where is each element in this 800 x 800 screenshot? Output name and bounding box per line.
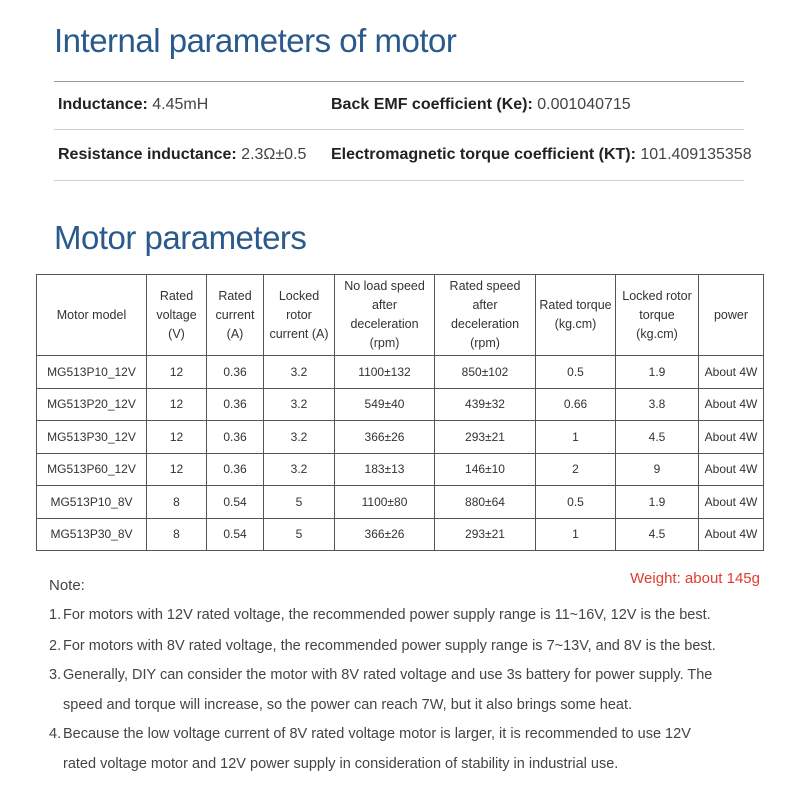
motor-model-cell: MG513P10_8V (37, 486, 147, 519)
weight-note: Weight: about 145g (630, 570, 760, 587)
note-item-1 (49, 600, 711, 630)
table-cell: 3.2 (264, 453, 335, 486)
table-cell: 1.9 (616, 486, 699, 519)
table-cell: 293±21 (435, 421, 536, 454)
note-line: For motors with 12V rated voltage, the recommended power supply range is 11~16V, 12V is the best. (63, 607, 711, 623)
table-row (37, 486, 764, 519)
motor-model-cell: MG513P20_12V (37, 388, 147, 421)
column-header-line: Motor model (56, 307, 127, 322)
table-cell: 0.5 (536, 356, 616, 389)
table-cell: 3.2 (264, 388, 335, 421)
table-cell: 549±40 (335, 388, 435, 421)
table-row (37, 388, 764, 421)
table-cell: 4.5 (616, 518, 699, 551)
table-cell: 0.36 (207, 453, 264, 486)
resistance-param (58, 146, 306, 164)
note-line: speed and torque will increase, so the power can reach 7W, but it also brings some heat. (63, 697, 633, 713)
table-cell: 4.5 (616, 421, 699, 454)
table-cell: 3.2 (264, 421, 335, 454)
table-row (37, 421, 764, 454)
column-header-line: Rated speed (449, 279, 521, 293)
table-cell: 5 (264, 518, 335, 551)
table-cell: 1100±132 (335, 356, 435, 389)
table-cell: 8 (147, 518, 207, 551)
table-cell: 0.36 (207, 356, 264, 389)
column-header-line: (kg.cm) (554, 317, 597, 331)
column-header-line: (V) (168, 326, 185, 341)
column-header-line: Rated (159, 288, 194, 303)
table-cell: About 4W (699, 356, 764, 389)
table-cell: 0.54 (207, 486, 264, 519)
table-cell: 1100±80 (335, 486, 435, 519)
column-header-line: Rated (218, 288, 252, 303)
column-header (37, 275, 147, 356)
table-header-row (37, 275, 764, 356)
table-row (37, 356, 764, 389)
param-value: 2.3Ω±0.5 (236, 146, 307, 163)
table-cell: About 4W (699, 421, 764, 454)
table-cell: 9 (616, 453, 699, 486)
param-label: Electromagnetic torque coefficient (KT): (331, 146, 636, 163)
column-header-line: current (A) (269, 326, 329, 341)
column-header (147, 275, 207, 356)
table-cell: 366±26 (335, 421, 435, 454)
column-header (435, 275, 536, 356)
internal-parameters-title: Internal parameters of motor (54, 22, 457, 59)
table-cell: 12 (147, 421, 207, 454)
table-cell: 8 (147, 486, 207, 519)
column-header (699, 275, 764, 356)
table-cell: 12 (147, 356, 207, 389)
column-header-line: (kg.cm) (636, 326, 678, 341)
column-header-line: after (472, 298, 498, 312)
table-row (37, 453, 764, 486)
table-cell: About 4W (699, 453, 764, 486)
table-cell: 439±32 (435, 388, 536, 421)
note-number: 2. (49, 638, 62, 654)
divider (54, 180, 744, 181)
note-number: 1. (49, 607, 62, 623)
back-emf-param (331, 96, 631, 114)
table-cell: 850±102 (435, 356, 536, 389)
column-header (536, 275, 616, 356)
column-header-line: No load speed (344, 279, 425, 293)
table-cell: 183±13 (335, 453, 435, 486)
motor-model-cell: MG513P30_8V (37, 518, 147, 551)
table-cell: 2 (536, 453, 616, 486)
column-header-line: power (713, 307, 749, 322)
table-cell: About 4W (699, 518, 764, 551)
note-item-3 (49, 660, 712, 720)
table-cell: 0.36 (207, 421, 264, 454)
column-header (616, 275, 699, 356)
table-cell: 1 (536, 421, 616, 454)
torque-coefficient-param (331, 146, 752, 164)
table-cell: 366±26 (335, 518, 435, 551)
note-item-2 (49, 631, 716, 661)
note-item-4 (49, 719, 691, 779)
table-cell: 12 (147, 453, 207, 486)
divider (54, 129, 744, 130)
motor-model-cell: MG513P10_12V (37, 356, 147, 389)
column-header-line: deceleration (450, 317, 520, 331)
column-header-line: voltage (156, 307, 197, 322)
table-cell: 12 (147, 388, 207, 421)
column-header-line: Rated torque (539, 298, 612, 312)
param-value: 101.409135358 (635, 146, 752, 163)
table-cell: 3.8 (616, 388, 699, 421)
column-header-line: (rpm) (470, 336, 500, 350)
table-cell: About 4W (699, 486, 764, 519)
table-cell: 0.54 (207, 518, 264, 551)
divider (54, 81, 744, 82)
table-cell: 5 (264, 486, 335, 519)
table-row (37, 518, 764, 551)
note-number: 4. (49, 726, 62, 742)
motor-model-cell: MG513P30_12V (37, 421, 147, 454)
table-cell: 0.36 (207, 388, 264, 421)
note-number: 3. (49, 667, 62, 683)
column-header-line: current (215, 307, 255, 322)
table-cell: 880±64 (435, 486, 536, 519)
param-label: Back EMF coefficient (Ke): (331, 96, 533, 113)
motor-parameters-title: Motor parameters (54, 219, 307, 256)
note-heading: Note: (49, 577, 85, 594)
column-header (264, 275, 335, 356)
motor-parameters-table (36, 274, 764, 551)
column-header-line: after (371, 298, 397, 312)
note-line: Because the low voltage current of 8V rated voltage motor is larger, it is recommended to use 12V (63, 726, 691, 742)
column-header-line: rotor (286, 307, 312, 322)
inductance-param (58, 96, 208, 114)
column-header-line: Locked rotor (622, 288, 692, 303)
table-cell: 1 (536, 518, 616, 551)
column-header-line: (A) (226, 326, 244, 341)
table-cell: 0.5 (536, 486, 616, 519)
table-cell: About 4W (699, 388, 764, 421)
note-line: Generally, DIY can consider the motor with 8V rated voltage and use 3s battery for power supply. The (63, 667, 713, 683)
column-header-line: deceleration (350, 317, 419, 331)
param-value: 0.001040715 (532, 96, 631, 113)
param-label: Inductance: (58, 96, 148, 113)
table-cell: 0.66 (536, 388, 616, 421)
table-cell: 3.2 (264, 356, 335, 389)
column-header-line: torque (639, 307, 675, 322)
column-header-line: Locked (278, 288, 320, 303)
table-cell: 1.9 (616, 356, 699, 389)
note-line: For motors with 8V rated voltage, the recommended power supply range is 7~13V, and 8V is the best. (63, 638, 716, 654)
column-header (335, 275, 435, 356)
table-cell: 293±21 (435, 518, 536, 551)
table-cell: 146±10 (435, 453, 536, 486)
note-line: rated voltage motor and 12V power supply in consideration of stability in industrial use. (63, 756, 619, 772)
column-header (207, 275, 264, 356)
motor-model-cell: MG513P60_12V (37, 453, 147, 486)
column-header-line: (rpm) (369, 336, 400, 350)
param-value: 4.45mH (147, 96, 209, 113)
param-label: Resistance inductance: (58, 146, 237, 163)
